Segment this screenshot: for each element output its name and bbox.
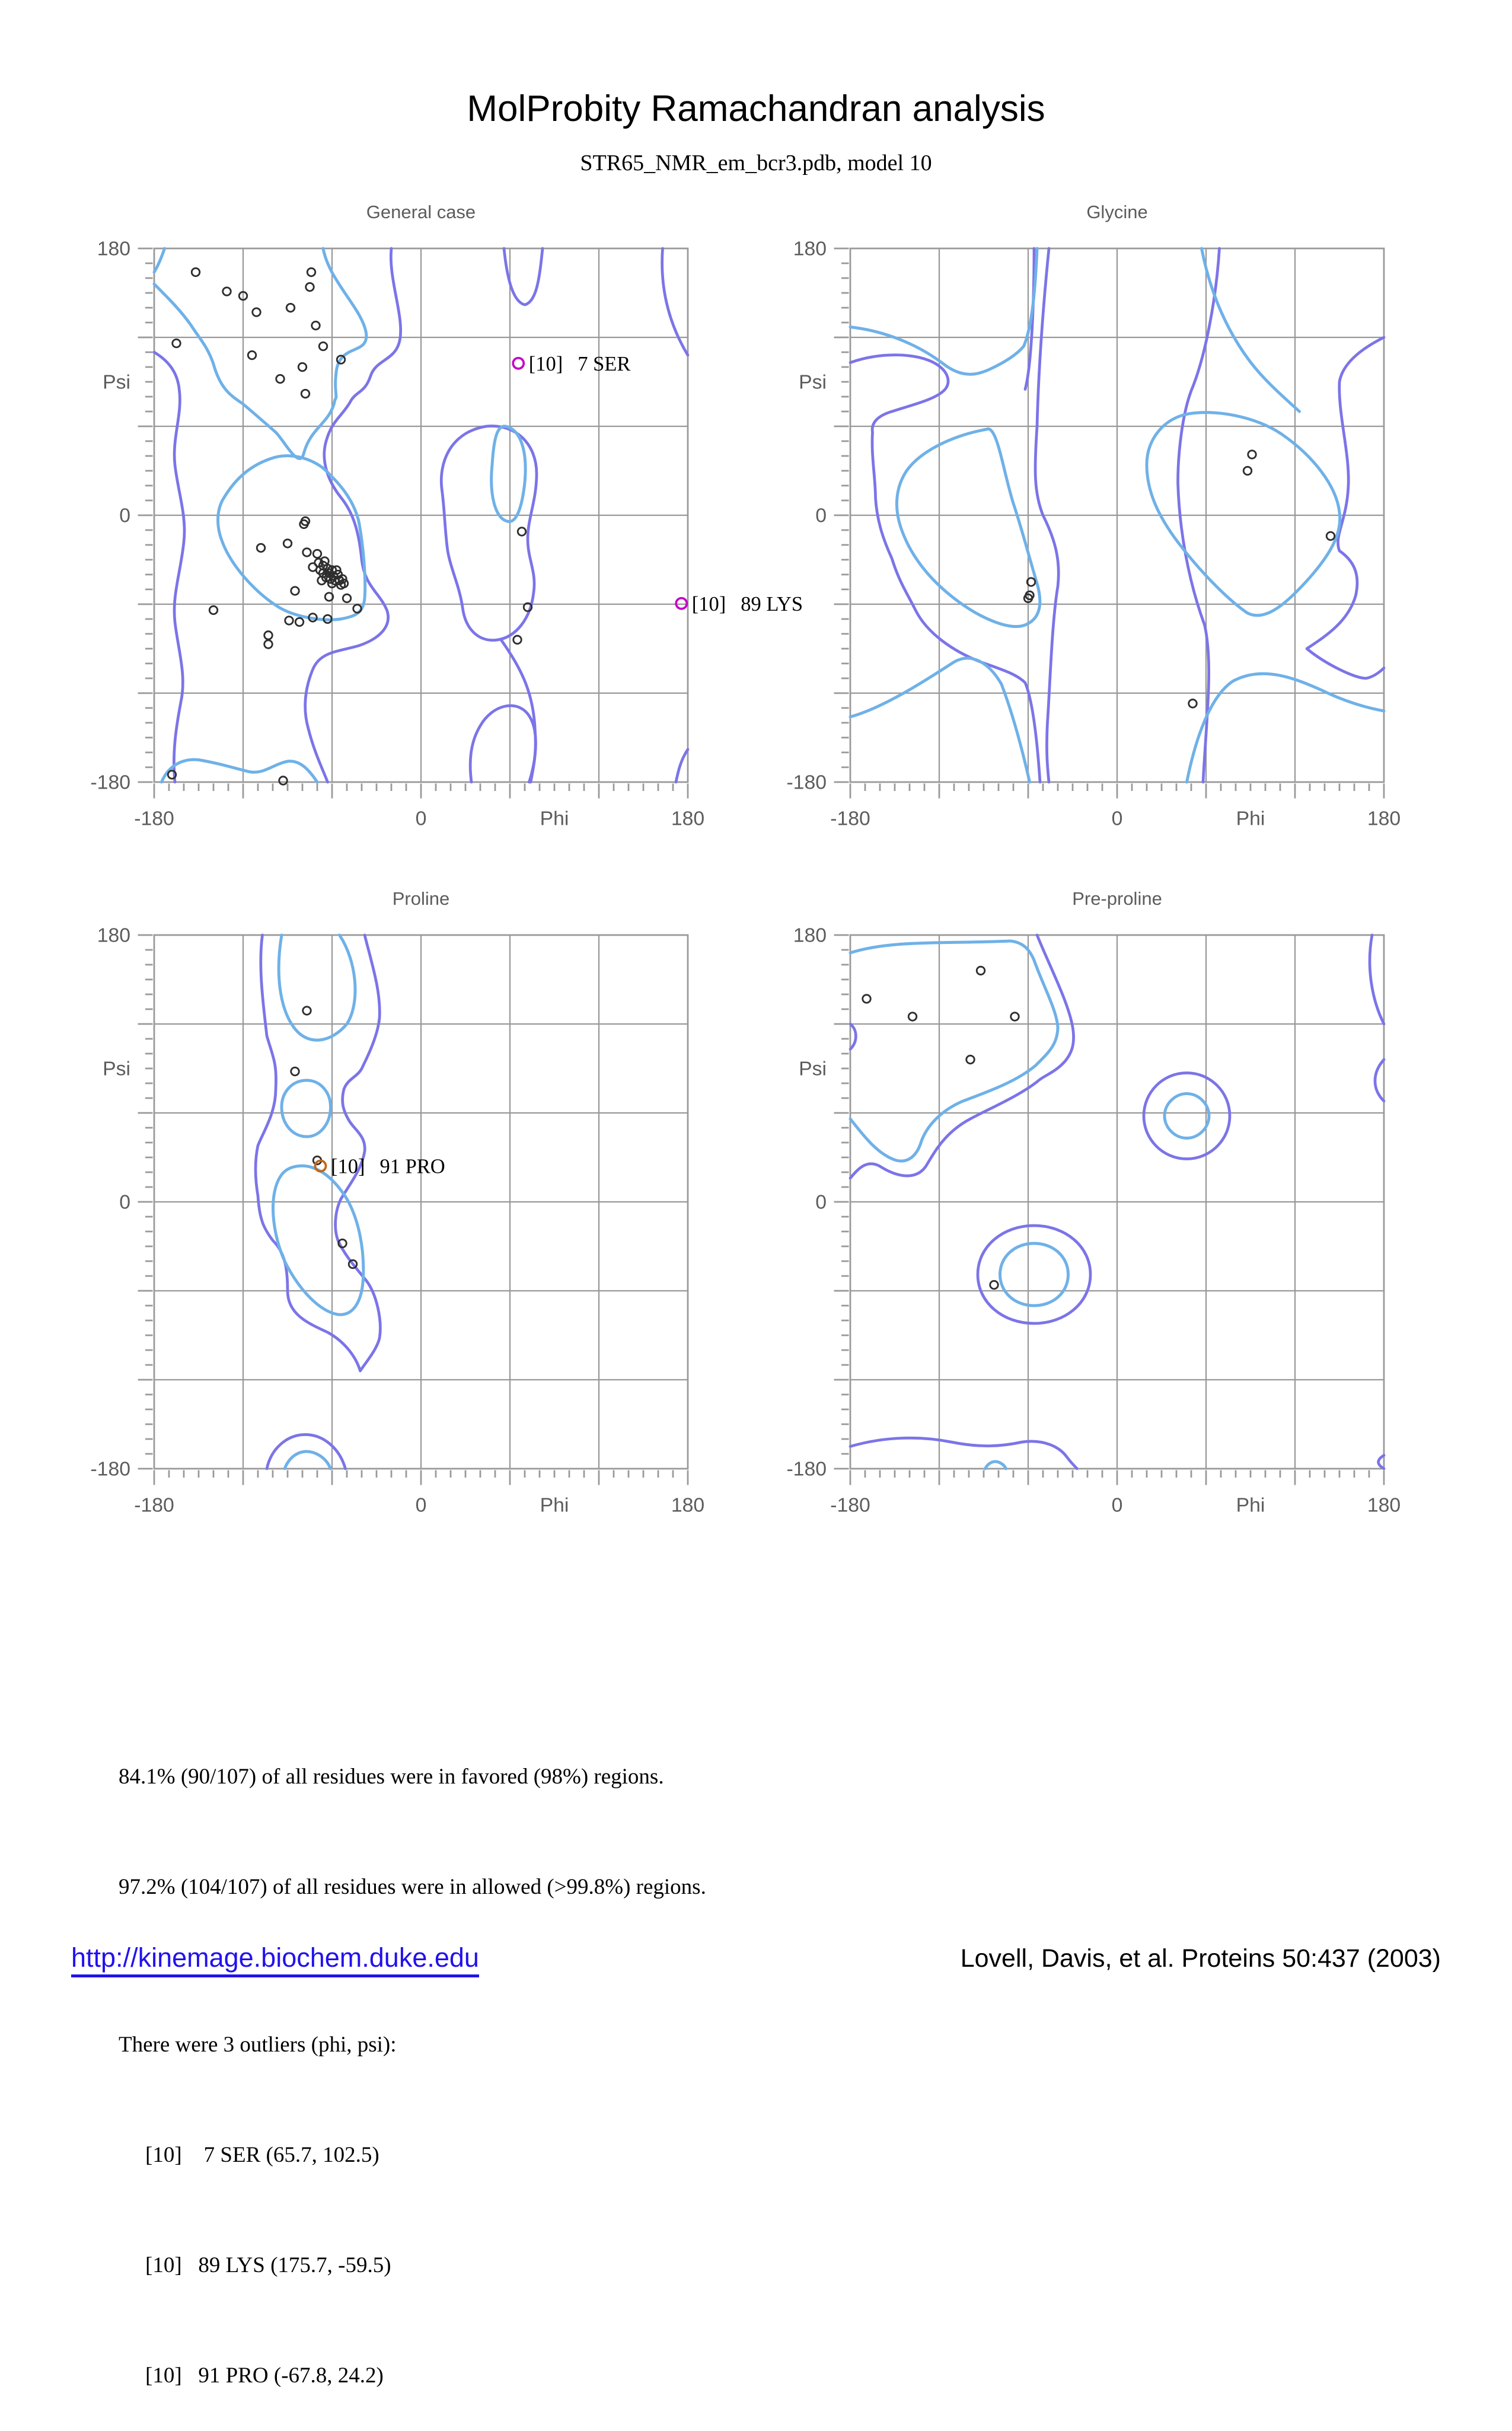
y-axis-label: Psi xyxy=(799,371,827,394)
residue-point xyxy=(192,268,200,276)
favored-stat-line: 84.1% (90/107) of all residues were in favored (98%) regions. xyxy=(119,1765,664,1789)
residue-point xyxy=(863,995,871,1003)
plot-glycine xyxy=(782,200,1452,871)
allowed-region-contour xyxy=(850,1024,856,1049)
y-axis-label: Psi xyxy=(103,1057,130,1080)
allowed-region-contour xyxy=(1370,935,1384,1024)
plot-general-case xyxy=(86,200,803,871)
x-axis-label: Phi xyxy=(1236,1494,1265,1517)
residue-point xyxy=(248,351,256,359)
x-axis-label: -180 xyxy=(830,807,870,830)
x-axis-label: 0 xyxy=(415,807,427,830)
residue-point xyxy=(295,618,304,626)
allowed-region-contour xyxy=(470,706,535,782)
residue-point xyxy=(990,1281,999,1289)
y-axis-label: 0 xyxy=(815,1191,827,1214)
plot-preproline xyxy=(782,886,1452,1558)
y-axis-label: 180 xyxy=(97,924,130,947)
citation-text: Lovell, Davis, et al. Proteins 50:437 (2003) xyxy=(960,1944,1441,1973)
plot-title-general-case: General case xyxy=(366,202,476,222)
allowed-region-contour xyxy=(662,248,688,355)
x-axis-label: Phi xyxy=(1236,807,1265,830)
allowed-region-contour xyxy=(501,640,535,782)
plot-title-glycine: Glycine xyxy=(1086,202,1148,222)
y-axis-label: 0 xyxy=(119,1191,130,1214)
favored-region-contour xyxy=(282,1080,331,1137)
allowed-region-contour xyxy=(850,935,1074,1178)
residue-point xyxy=(291,587,299,595)
y-axis-label: 0 xyxy=(119,504,130,527)
residue-point xyxy=(966,1055,975,1064)
y-axis-label: 180 xyxy=(793,237,827,260)
plot-proline xyxy=(86,886,756,1558)
residue-point xyxy=(264,631,273,640)
residue-point xyxy=(513,636,522,644)
residue-point xyxy=(279,777,288,785)
plots-grid xyxy=(0,200,1512,1558)
residue-point xyxy=(286,304,295,312)
model-subtitle: STR65_NMR_em_bcr3.pdb, model 10 xyxy=(580,151,932,176)
page-title: MolProbity Ramachandran analysis xyxy=(467,88,1045,129)
summary-block xyxy=(119,1685,1512,2431)
y-axis-label: 180 xyxy=(97,237,130,260)
y-axis-label: -180 xyxy=(90,771,130,794)
favored-region-contour xyxy=(285,1451,331,1469)
favored-region-contour xyxy=(154,248,165,272)
x-axis-label: Phi xyxy=(540,1494,569,1517)
allowed-region-contour xyxy=(978,1226,1090,1323)
ramachandran-plot-general-case xyxy=(86,225,803,871)
residue-point xyxy=(301,390,310,398)
favored-region-contour xyxy=(1187,674,1385,782)
y-axis-label: -180 xyxy=(786,771,827,794)
residue-point xyxy=(977,966,985,975)
allowed-region-contour xyxy=(1307,337,1384,678)
outlier-header: There were 3 outliers (phi, psi): xyxy=(119,2033,397,2057)
residue-point xyxy=(319,342,327,350)
residue-point xyxy=(291,1067,299,1076)
favored-region-contour xyxy=(1165,1094,1209,1138)
residue-point xyxy=(173,339,181,347)
residue-point xyxy=(1243,467,1252,475)
x-axis-label: -180 xyxy=(134,807,174,830)
residue-point xyxy=(312,321,320,330)
residue-point xyxy=(1011,1013,1019,1021)
x-axis-label: 180 xyxy=(1367,1494,1401,1517)
footer xyxy=(71,1942,1441,1977)
residue-point xyxy=(253,308,261,317)
allowed-region-contour xyxy=(1375,1060,1384,1101)
residue-point xyxy=(285,617,294,625)
residue-point xyxy=(307,268,315,276)
favored-region-contour xyxy=(492,426,525,522)
outlier-line: [10] 7 SER (65.7, 102.5) xyxy=(145,2143,379,2167)
residue-point xyxy=(276,375,285,383)
allowed-region-contour xyxy=(676,749,688,782)
residue-point xyxy=(303,1007,311,1015)
allowed-region-contour xyxy=(441,426,537,640)
outlier-line: [10] 91 PRO (-67.8, 24.2) xyxy=(145,2363,384,2388)
outlier-label: [10] 89 LYS xyxy=(691,592,803,615)
residue-point xyxy=(306,283,314,291)
residue-point xyxy=(264,640,273,649)
outlier-point xyxy=(676,598,687,609)
plot-title-preproline: Pre-proline xyxy=(1072,888,1162,909)
x-axis-label: 180 xyxy=(671,1494,705,1517)
allowed-region-contour xyxy=(1144,1073,1230,1159)
residue-point xyxy=(283,540,292,548)
x-axis-label: -180 xyxy=(830,1494,870,1517)
x-axis-label: 180 xyxy=(671,807,705,830)
residue-point xyxy=(1326,532,1335,540)
outlier-line: [10] 89 LYS (175.7, -59.5) xyxy=(145,2253,391,2277)
plot-title-proline: Proline xyxy=(392,888,450,909)
favored-region-contour xyxy=(154,248,366,458)
favored-region-contour xyxy=(985,1462,1006,1469)
x-axis-label: 0 xyxy=(1111,807,1123,830)
allowed-region-contour xyxy=(154,352,184,782)
ramachandran-plot-preproline xyxy=(782,911,1452,1558)
y-axis-label: -180 xyxy=(786,1457,827,1481)
residue-point xyxy=(1189,700,1197,708)
outlier-label: [10] 7 SER xyxy=(528,352,631,375)
residue-point xyxy=(1248,451,1256,459)
residue-point xyxy=(257,544,265,552)
y-axis-label: -180 xyxy=(90,1457,130,1481)
y-axis-label: Psi xyxy=(799,1057,827,1080)
favored-region-contour xyxy=(218,456,365,620)
allowed-stat-line: 97.2% (104/107) of all residues were in allowed (>99.8%) regions. xyxy=(119,1875,706,1899)
residue-point xyxy=(908,1013,917,1021)
x-axis-label: Phi xyxy=(540,807,569,830)
favored-region-contour xyxy=(1000,1243,1068,1306)
outlier-point xyxy=(513,358,524,369)
y-axis-label: Psi xyxy=(103,371,130,394)
residue-point xyxy=(343,594,351,602)
ramachandran-plot-proline xyxy=(86,911,756,1558)
residue-point xyxy=(223,288,231,296)
y-axis-label: 0 xyxy=(815,504,827,527)
residue-point xyxy=(298,363,307,371)
outlier-label: [10] 91 PRO xyxy=(331,1155,445,1178)
allowed-region-contour xyxy=(1379,1456,1384,1469)
residue-point xyxy=(518,528,526,536)
allowed-region-contour xyxy=(850,1438,1077,1469)
x-axis-label: -180 xyxy=(134,1494,174,1517)
x-axis-label: 180 xyxy=(1367,807,1401,830)
x-axis-label: 0 xyxy=(415,1494,427,1517)
residue-point xyxy=(313,550,321,558)
x-axis-label: 0 xyxy=(1111,1494,1123,1517)
favored-region-contour xyxy=(850,658,1030,782)
favored-region-contour xyxy=(1147,413,1340,615)
favored-region-contour xyxy=(897,429,1039,626)
residue-point xyxy=(303,548,311,557)
kinemage-link[interactable]: http://kinemage.biochem.duke.edu xyxy=(71,1942,479,1977)
y-axis-label: 180 xyxy=(793,924,827,947)
ramachandran-plot-glycine xyxy=(782,225,1452,871)
residue-point xyxy=(209,606,218,614)
favored-region-contour xyxy=(162,760,318,782)
